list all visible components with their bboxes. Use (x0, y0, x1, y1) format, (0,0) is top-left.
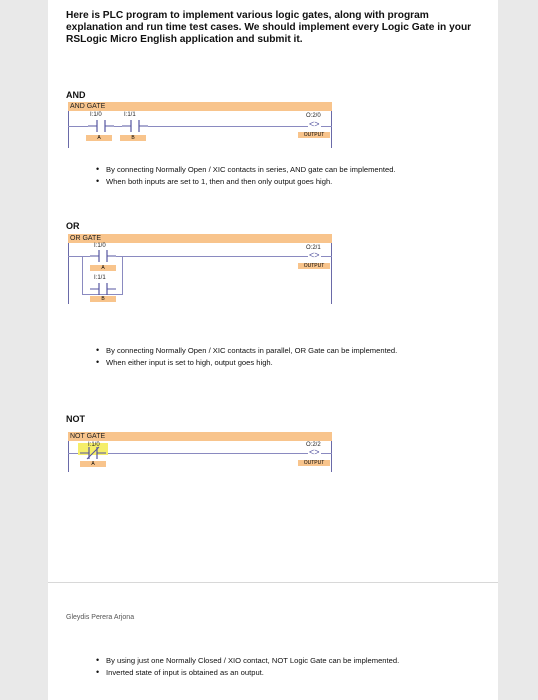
xio-contact-icon (80, 446, 106, 460)
coil-address: O:2/1 (306, 245, 321, 251)
bullet-item: • By connecting Normally Open / XIC contacts in parallel, OR Gate can be implemented. (106, 346, 496, 355)
not-rung (68, 432, 332, 472)
contact-tag: B (120, 135, 146, 141)
or-bullets (106, 346, 496, 370)
not-bullets (106, 656, 496, 680)
or-rung (68, 234, 332, 304)
rung-title-bar (68, 432, 332, 441)
xic-contact-icon (88, 119, 114, 133)
coil-tag: OUTPUT (298, 460, 330, 466)
output-coil-icon: <> (309, 447, 320, 457)
left-rail (68, 234, 69, 304)
contact-address: I:1/0 (88, 442, 100, 448)
bullet-item: • Inverted state of input is obtained as an output. (106, 668, 496, 677)
bullet-item: • By connecting Normally Open / XIC contacts in series, AND gate can be implemented. (106, 165, 496, 174)
rung-title: OR GATE (70, 235, 101, 242)
contact-address: I:1/1 (94, 275, 106, 281)
xic-contact-icon (122, 119, 148, 133)
coil-tag: OUTPUT (298, 132, 330, 138)
and-bullets (106, 165, 496, 189)
xic-contact-icon (90, 282, 116, 296)
contact-address: I:1/0 (94, 243, 106, 249)
xic-contact-icon (90, 249, 116, 263)
rung-title-bar (68, 102, 332, 111)
contact-tag: A (86, 135, 112, 141)
contact-tag: A (90, 265, 116, 271)
rung-title: AND GATE (70, 103, 106, 110)
branch-left (82, 256, 83, 295)
output-coil-icon: <> (309, 250, 320, 260)
document-page (48, 0, 498, 700)
and-heading: AND (66, 90, 86, 100)
coil-tag: OUTPUT (298, 263, 330, 269)
contact-address: I:1/0 (90, 112, 102, 118)
coil-address: O:2/0 (306, 113, 321, 119)
rung-title: NOT GATE (70, 433, 106, 440)
coil-address: O:2/2 (306, 442, 321, 448)
not-heading: NOT (66, 414, 85, 424)
and-rung (68, 102, 332, 148)
bullet-item: • When either input is set to high, output goes high. (106, 358, 496, 367)
contact-tag: A (80, 461, 106, 467)
bullet-item: • When both inputs are set to 1, then and then only output goes high. (106, 177, 496, 186)
output-coil-icon: <> (309, 119, 320, 129)
bullet-item: • By using just one Normally Closed / XIO contact, NOT Logic Gate can be implemented. (106, 656, 496, 665)
or-heading: OR (66, 221, 80, 231)
branch-right (122, 256, 123, 295)
rung-title-bar (68, 234, 332, 243)
intro-text: Here is PLC program to implement various logic gates, along with program explanation and run time test cases. We should implement every Logic Gate in your RSLogic Micro English application and submit it. (66, 10, 472, 45)
author-name: Gleydis Perera Arjona (66, 614, 135, 621)
contact-address: I:1/1 (124, 112, 136, 118)
right-rail (331, 234, 332, 304)
contact-tag: B (90, 296, 116, 302)
page-divider (48, 582, 498, 583)
